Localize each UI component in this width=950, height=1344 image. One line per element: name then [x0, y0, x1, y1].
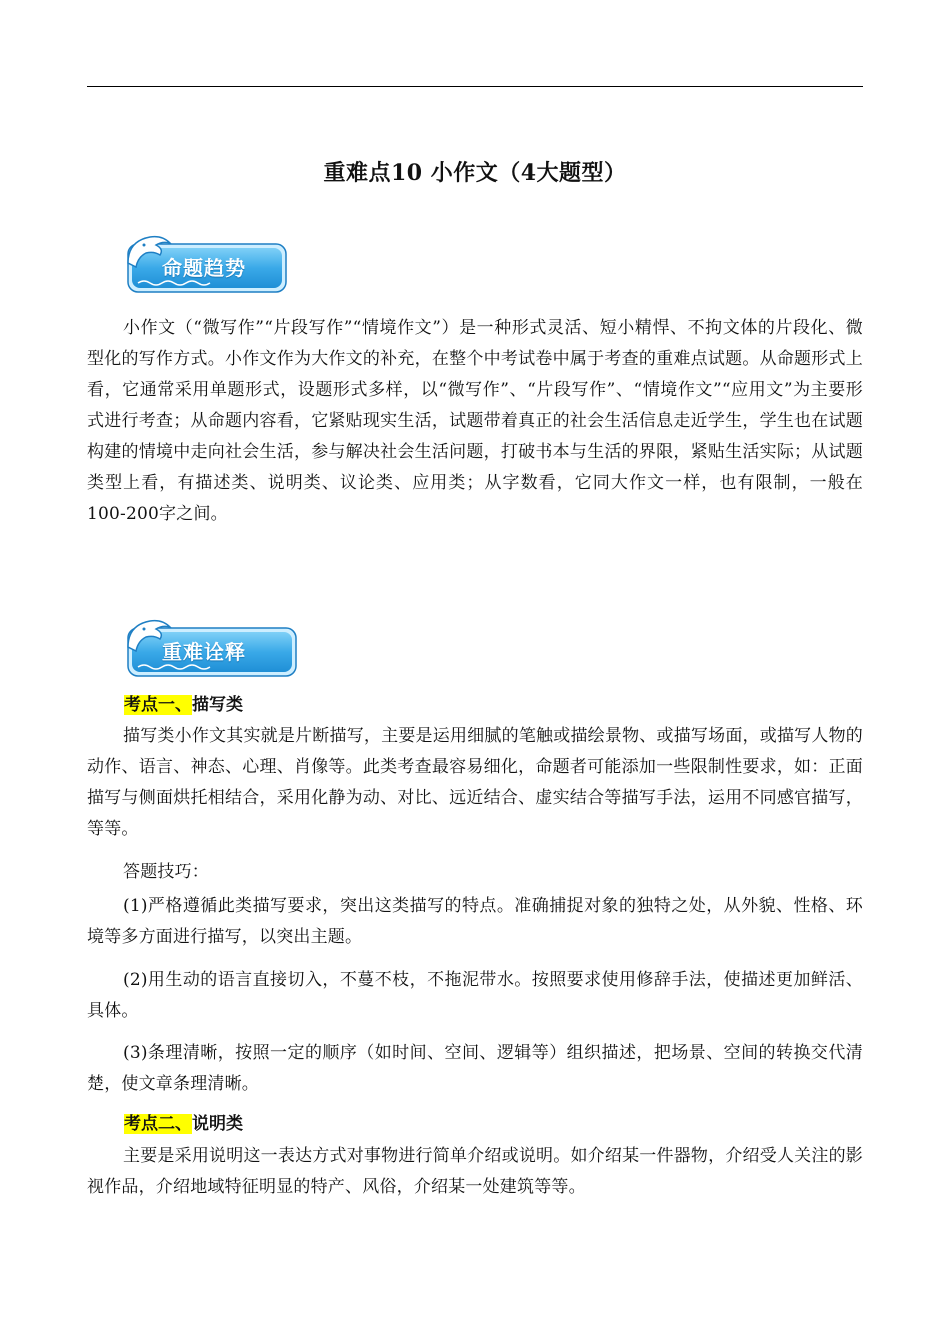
explain-badge-label: 重难诠释 [162, 640, 246, 664]
point2-body: 主要是采用说明这一表达方式对事物进行简单介绍或说明。如介绍某一件器物，介绍受人关注的影视作品，介绍地域特征明显的特产、风俗，介绍某一处建筑等等。 [87, 1146, 863, 1197]
point1-tip-1: (1)严格遵循此类描写要求，突出这类描写的特点。准确捕捉对象的独特之处，从外貌、性格、环境等多方面进行描写，以突出主题。 [87, 896, 863, 947]
point1-body: 描写类小作文其实就是片断描写，主要是运用细腻的笔触或描绘景物、或描写场面，或描写人物的动作、语言、神态、心理、肖像等。此类考查最容易细化，命题者可能添加一些限制性要求，如：正面描写与侧面烘托相结合，采用化静为动、对比、远近结合、虚实结合等描写手法，运用不同感官描写，等等。 [87, 726, 863, 839]
point2-name: 说明类 [192, 1114, 243, 1134]
header-rule [87, 86, 863, 87]
point2-heading [124, 1111, 243, 1137]
intro-paragraph: 小作文（“微写作”“片段写作”“情境作文”）是一种形式灵活、短小精悍、不拘文体的片段化、微型化的写作方式。小作文作为大作文的补充，在整个中考试卷中属于考查的重难点试题。从命题形式上看，它通常采用单题形式，设题形式多样，以“微写作”、“片段写作”、“情境作文”“应用文”为主要形式进行考查；从命题内容看，它紧贴现实生活，试题带着真正的社会生活信息走近学生，学生也在试题构建的情境中走向社会生活，参与解决社会生活问题，打破书本与生活的界限，紧贴生活实际；从试题类型上看，有描述类、说明类、议论类、应用类；从字数看，它同大作文一样，也有限制，一般在100-200字之间。 [87, 318, 863, 524]
point1-tips-label: 答题技巧： [123, 862, 209, 882]
point2-label: 考点二、 [124, 1114, 192, 1134]
trend-badge [122, 233, 300, 295]
point1-heading [124, 692, 243, 718]
explain-badge [122, 617, 300, 679]
trend-badge-label: 命题趋势 [162, 256, 246, 280]
page-title: 重难点10 小作文（4大题型） [323, 160, 627, 186]
point1-name: 描写类 [192, 695, 243, 715]
point1-tip-3: (3)条理清晰，按照一定的顺序（如时间、空间、逻辑等）组织描述，把场景、空间的转换交代清楚，使文章条理清晰。 [87, 1043, 863, 1094]
point1-label: 考点一、 [124, 695, 192, 715]
point1-tip-2: (2)用生动的语言直接切入，不蔓不枝，不拖泥带水。按照要求使用修辞手法，使描述更加鲜活、具体。 [87, 970, 863, 1021]
